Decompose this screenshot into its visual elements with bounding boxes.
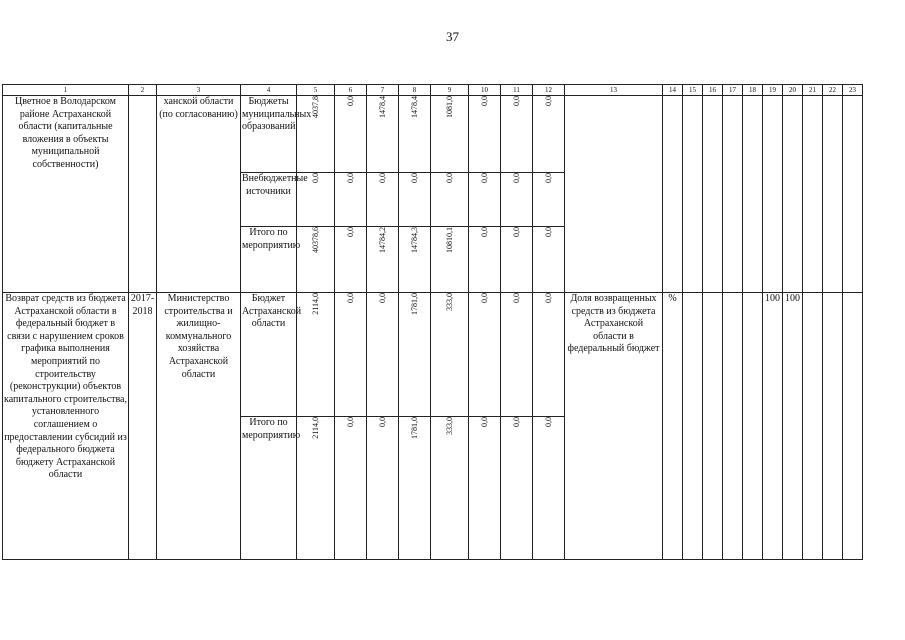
amount-cell: 333,0 [444,417,454,435]
amount-cell: 0,0 [511,173,521,183]
amount-cell: 14784,3 [409,227,419,253]
col-number: 18 [743,85,763,96]
funding-source: Итого по мероприятию [241,417,297,560]
amount-cell: 0,0 [543,227,553,237]
measure-name: Цветное в Володарском районе Астраханской области (капитальные вложения в объекты муниципальной собственности) [3,96,129,293]
amount-cell: 10810,1 [444,227,454,253]
amount-cell: 1478,4 [409,96,419,118]
table-row [3,293,863,417]
col-number: 14 [663,85,683,96]
amount-cell: 0,0 [345,417,355,427]
amount-cell: 0,0 [345,293,355,303]
amount-cell: 2114,0 [310,293,320,315]
amount-cell: 0,0 [377,173,387,183]
col-number: 12 [533,85,565,96]
col-number: 5 [297,85,335,96]
amount-cell: 0,0 [543,293,553,303]
col-number: 2 [129,85,157,96]
col-number: 22 [823,85,843,96]
col-number: 6 [335,85,367,96]
amount-cell: 0,0 [479,96,489,106]
amount-cell: 0,0 [310,173,320,183]
amount-cell: 0,0 [543,173,553,183]
column-number-row [3,85,863,96]
amount-cell: 14784,2 [377,227,387,253]
measure-name: Возврат средств из бюджета Астраханской области в федеральный бюджет в связи с нарушением сроков графика выполнения мероприятий по строительству (реконструкции) объектов капитального строительства, установленного соглашением о предоставлении субсидий из федерального бюджета бюджету Астраханской области [3,293,129,560]
indicator-cell: Доля возвращенных средств из бюджета Астраханской области в федеральный бюджет [565,293,663,560]
col-number: 4 [241,85,297,96]
amount-cell: 0,0 [444,173,454,183]
target-value-2017: 100 [763,293,783,560]
col-number: 1 [3,85,129,96]
col-number: 8 [399,85,431,96]
unit-cell: % [663,293,683,560]
amount-cell: 0,0 [543,96,553,106]
amount-cell: 333,0 [444,293,454,311]
indicator-cell [565,96,663,293]
period-cell [129,96,157,293]
col-number: 16 [703,85,723,96]
amount-cell: 0,0 [511,96,521,106]
col-number: 21 [803,85,823,96]
col-number: 23 [843,85,863,96]
amount-cell: 0,0 [377,417,387,427]
target-value-2018: 100 [783,293,803,560]
amount-cell: 0,0 [479,293,489,303]
program-table [2,84,863,560]
amount-cell: 1478,4 [377,96,387,118]
executor-cell: Министерство строительства и жилищно-коммунального хозяйства Астраханской области [157,293,241,560]
col-number: 10 [469,85,501,96]
col-number: 20 [783,85,803,96]
amount-cell: 1081,0 [444,96,454,118]
amount-cell: 0,0 [345,96,355,106]
amount-cell: 0,0 [345,173,355,183]
amount-cell: 0,0 [543,417,553,427]
amount-cell: 1781,0 [409,293,419,315]
col-number: 7 [367,85,399,96]
amount-cell: 4037,8 [310,96,320,118]
amount-cell: 0,0 [479,227,489,237]
page-number: 37 [446,29,459,44]
funding-source: Бюджет Астраханской области [241,293,297,417]
table-row [3,96,863,173]
amount-cell: 40378,6 [310,227,320,253]
amount-cell: 0,0 [511,417,521,427]
amount-cell: 0,0 [479,173,489,183]
col-number: 13 [565,85,663,96]
amount-cell: 1781,0 [409,417,419,439]
unit-cell [663,96,683,293]
funding-source: Итого по мероприятию [241,227,297,293]
col-number: 19 [763,85,783,96]
amount-cell: 0,0 [511,293,521,303]
amount-cell: 0,0 [377,293,387,303]
col-number: 9 [431,85,469,96]
amount-cell: 0,0 [409,173,419,183]
col-number: 11 [501,85,533,96]
funding-source: Бюджеты муниципальных образований [241,96,297,173]
col-number: 3 [157,85,241,96]
col-number: 17 [723,85,743,96]
amount-cell: 2114,0 [310,417,320,439]
executor-cell: ханской области (по согласованию) [157,96,241,293]
funding-source: Внебюджетные источники [241,173,297,227]
amount-cell: 0,0 [345,227,355,237]
col-number: 15 [683,85,703,96]
amount-cell: 0,0 [479,417,489,427]
amount-cell: 0,0 [511,227,521,237]
period-cell: 2017-2018 [129,293,157,560]
